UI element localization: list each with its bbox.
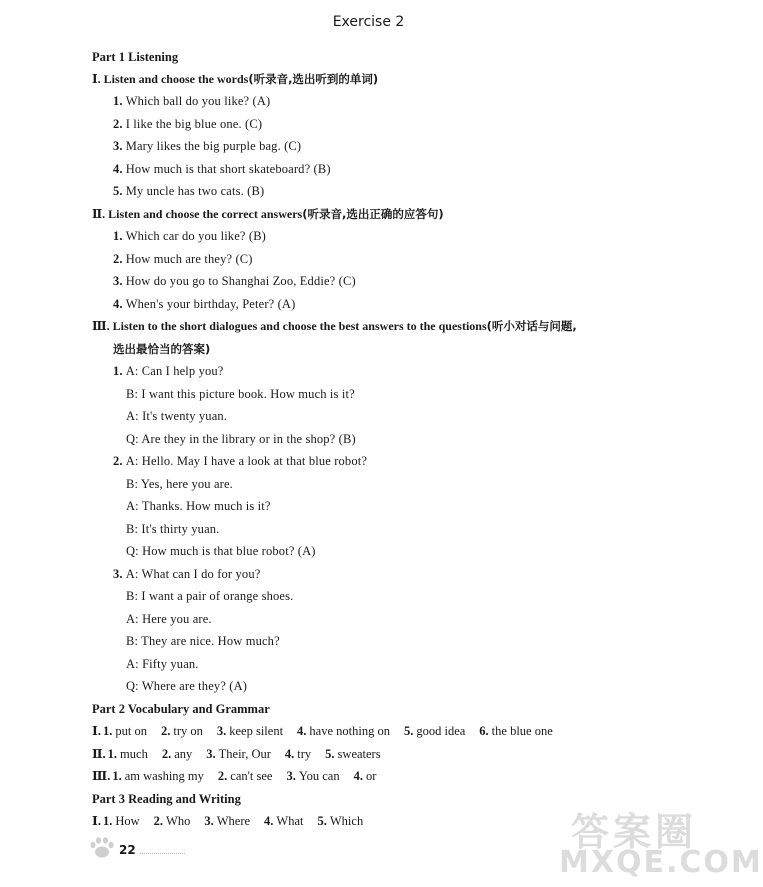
dialogue-line: 1. A: Can I help you? — [113, 364, 224, 378]
list-item: 2. How much are they? (C) — [113, 252, 253, 266]
dialogue-line: A: Fifty yuan. — [126, 657, 199, 671]
section-3-heading-cont: 选出最恰当的答案) — [113, 342, 211, 356]
list-item: 1. Which ball do you like? (A) — [113, 94, 271, 108]
section-1-roman: Ⅰ. — [92, 72, 101, 86]
dialogue-line: 3. A: What can I do for you? — [113, 567, 261, 581]
list-item: 4. When's your birthday, Peter? (A) — [113, 297, 296, 311]
part1-heading: Part 1 Listening — [92, 50, 179, 64]
dialogue-line: Q: Where are they? (A) — [126, 679, 248, 693]
answer-row: Ⅰ. 1. How 2. Who 3. Where 4. What 5. Which — [92, 814, 364, 828]
answer-row: Ⅰ. 1. put on 2. try on 3. keep silent 4. have nothing on 5. good idea 6. the blue one — [92, 724, 553, 738]
dialogue-line: B: I want this picture book. How much is it? — [126, 387, 355, 401]
section-3-roman: Ⅲ. — [92, 319, 110, 333]
page-title: Exercise 2 — [332, 14, 405, 30]
dialogue-line: B: Yes, here you are. — [126, 477, 233, 491]
footer-divider — [140, 853, 185, 854]
page-number: 22 — [119, 843, 136, 857]
list-item: 3. How do you go to Shanghai Zoo, Eddie? (C) — [113, 274, 356, 288]
part2-heading: Part 2 Vocabulary and Grammar — [92, 702, 270, 716]
list-item: 1. Which car do you like? (B) — [113, 229, 266, 243]
list-item: 2. I like the big blue one. (C) — [113, 117, 263, 131]
list-item: 3. Mary likes the big purple bag. (C) — [113, 139, 302, 153]
part3-heading: Part 3 Reading and Writing — [92, 792, 241, 806]
dialogue-line: A: Thanks. How much is it? — [126, 499, 271, 513]
answer-row: Ⅱ. 1. much 2. any 3. Their, Our 4. try 5. sweaters — [92, 747, 381, 761]
dialogue-line: A: It's twenty yuan. — [126, 409, 228, 423]
section-2-heading — [92, 206, 444, 222]
list-item: 5. My uncle has two cats. (B) — [113, 184, 265, 198]
list-item: 4. How much is that short skateboard? (B) — [113, 162, 331, 176]
section-1-cn: (听录音,选出听到的单词) — [248, 72, 379, 86]
section-3-title: Listen to the short dialogues and choose the best answers to the questions — [112, 319, 487, 333]
dialogue-line: B: I want a pair of orange shoes. — [126, 589, 294, 603]
dialogue-line: B: It's thirty yuan. — [126, 522, 220, 536]
dialogue-line: 2. A: Hello. May I have a look at that blue robot? — [113, 454, 368, 468]
paw-icon — [88, 836, 116, 860]
section-3-heading — [92, 318, 577, 334]
answer-row: Ⅲ. 1. am washing my 2. can't see 3. You can 4. or — [92, 769, 377, 783]
section-2-title: Listen and choose the correct answers — [108, 207, 303, 221]
dialogue-line: Q: How much is that blue robot? (A) — [126, 544, 316, 558]
section-3-cn: (听小对话与问题, — [486, 319, 577, 333]
dialogue-line: A: Here you are. — [126, 612, 212, 626]
section-1-heading — [92, 71, 378, 87]
watermark — [549, 801, 763, 881]
watermark-line-2: MXQE.COM — [559, 845, 763, 880]
section-2-roman: Ⅱ. — [92, 207, 106, 221]
dialogue-line: Q: Are they in the library or in the shop? (B) — [126, 432, 356, 446]
dialogue-line: B: They are nice. How much? — [126, 634, 280, 648]
section-1-title: Listen and choose the words — [103, 72, 249, 86]
watermark-line-1: 答案圈 — [571, 810, 698, 854]
section-2-cn: (听录音,选出正确的应答句) — [302, 207, 444, 221]
